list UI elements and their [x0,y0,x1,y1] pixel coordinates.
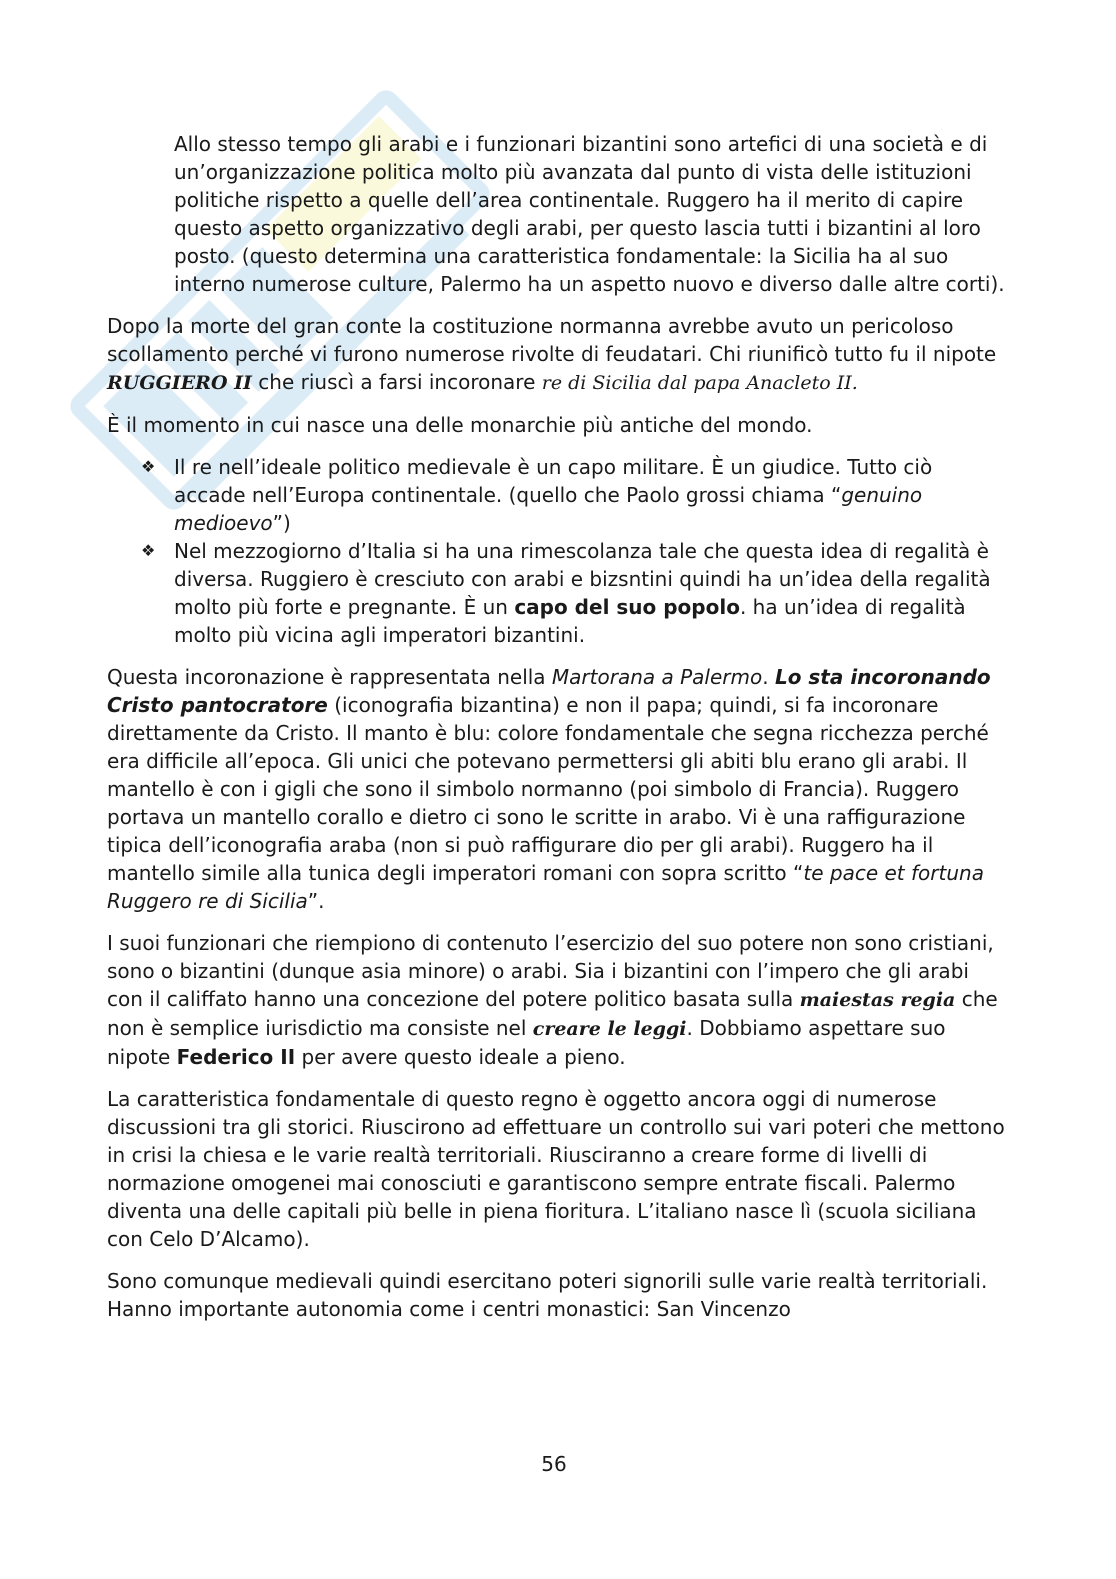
emphasis-ruggiero-ii: RUGGIERO II [107,372,252,394]
text-segment: che non è semplice iurisdictio ma consiste nel [107,987,998,1040]
text-segment: . [762,665,775,689]
text-segment: Il re nell’ideale politico medievale è un capo militare. È un giudice. Tutto ciò accade nell’Europa continentale. (quello che Paolo grossi chiama “ [174,455,933,507]
bullet-list [107,453,1007,649]
paragraph-regno: La caratteristica fondamentale di questo regno è oggetto ancora oggi di numerose discussioni tra gli storici. Riuscirono ad effettuare un controllo sui vari poteri che mettono in crisi la chiesa e le varie realtà territoriali. Riusciranno a creare forme di livelli di normazione omogenei mai conosciuti e garantiscono sempre entrate fiscali. Palermo diventa una delle capitali più belle in piena fioritura. L’italiano nasce lì (scuola siciliana con Celo D’Alcamo). [107,1087,1005,1251]
emphasis-re-di-sicilia: re di Sicilia dal papa Anacleto II. [541,372,858,394]
emphasis-genuino-medioevo: genuino medioevo [174,483,923,535]
emphasis-federico-ii: Federico II [176,1045,296,1069]
paragraph-monarchie: È il momento in cui nasce una delle monarchie più antiche del mondo. [107,413,813,437]
paragraph-incoronazione [107,663,1007,915]
text-segment: Questa incoronazione è rappresentata nella [107,665,552,689]
list-item [141,537,1007,649]
diamond-bullet-icon: ❖ [141,457,156,476]
document-body [107,130,1007,1337]
emphasis-martorana: Martorana a Palermo [551,665,763,689]
text-segment: Nel mezzogiorno d’Italia si ha una rimescolanza tale che questa idea di regalità è diversa. Ruggiero è cresciuto con arabi e bizsntini quindi ha un’idea della regalità molto più forte e pregnante. È un [174,539,991,619]
text-segment: che riuscì a farsi incoronare [251,370,542,394]
list-item [141,453,1007,537]
text-segment: Dopo la morte del gran conte la costituzione normanna avrebbe avuto un pericoloso scollamento perché vi furono numerose rivolte di feudatari. Chi riunificò tutto fu il nipote [107,314,997,366]
emphasis-creare-le-leggi: creare le leggi [532,1018,687,1040]
text-segment: . ha un’idea di regalità molto più vicina agli imperatori bizantini. [174,595,966,647]
text-segment: (iconografia bizantina) e non il papa; quindi, si fa incoronare direttamente da Cristo. Il manto è blu: colore fondamentale che segna ricchezza perché era difficile all’epoca. Gli unici che potevano permettersi gli abiti blu erano gli arabi. Il mantello è con i gigli che sono il simbolo normanno (poi simbolo di Francia). Ruggero portava un mantello corallo e dietro ci sono le scritte in arabo. Vi è una raffigurazione tipica dell’iconografia araba (non si può raffigurare dio per gli arabi). Ruggero ha il mantello simile alla tunica degli imperatori romani con sopra scritto “ [107,693,989,885]
paragraph-ruggiero [107,312,1007,397]
paragraph-medievali: Sono comunque medievali quindi esercitano poteri signorili sulle varie realtà territoriali. Hanno importante autonomia come i centri monastici: San Vincenzo [107,1269,988,1321]
emphasis-te-pace: te pace et fortuna Ruggero re di Sicilia [107,861,984,913]
emphasis-capo-del-popolo: capo del suo popolo [514,595,740,619]
text-segment: I suoi funzionari che riempiono di contenuto l’esercizio del suo potere non sono cristiani, sono o bizantini (dunque asia minore) o arabi. Sia i bizantini con l’impero che gli arabi con il califfato hanno una concezione del potere politico basata sulla [107,931,994,1011]
page-number: 56 [541,1452,567,1476]
text-segment: ”. [307,889,325,913]
text-segment: . Dobbiamo aspettare suo nipote [107,1016,946,1069]
emphasis-cristo-pantocratore: Lo sta incoronando Cristo pantocratore [107,665,991,717]
text-segment: per avere questo ideale a pieno. [295,1045,626,1069]
emphasis-maiestas-regia: maiestas regia [799,989,956,1011]
paragraph-funzionari [107,929,1007,1071]
paragraph-organizzazione: Allo stesso tempo gli arabi e i funzionari bizantini sono artefici di una società e di un’organizzazione politica molto più avanzata dal punto di vista delle istituzioni politiche rispetto a quelle dell’area continentale. Ruggero ha il merito di capire questo aspetto organizzativo degli arabi, per questo lascia tutti i bizantini al loro posto. (questo determina una caratteristica fondamentale: la Sicilia ha al suo interno numerose culture, Palermo ha un aspetto nuovo e diverso dalle altre corti). [174,132,1005,296]
text-segment: ”) [272,511,291,535]
diamond-bullet-icon: ❖ [141,541,156,560]
